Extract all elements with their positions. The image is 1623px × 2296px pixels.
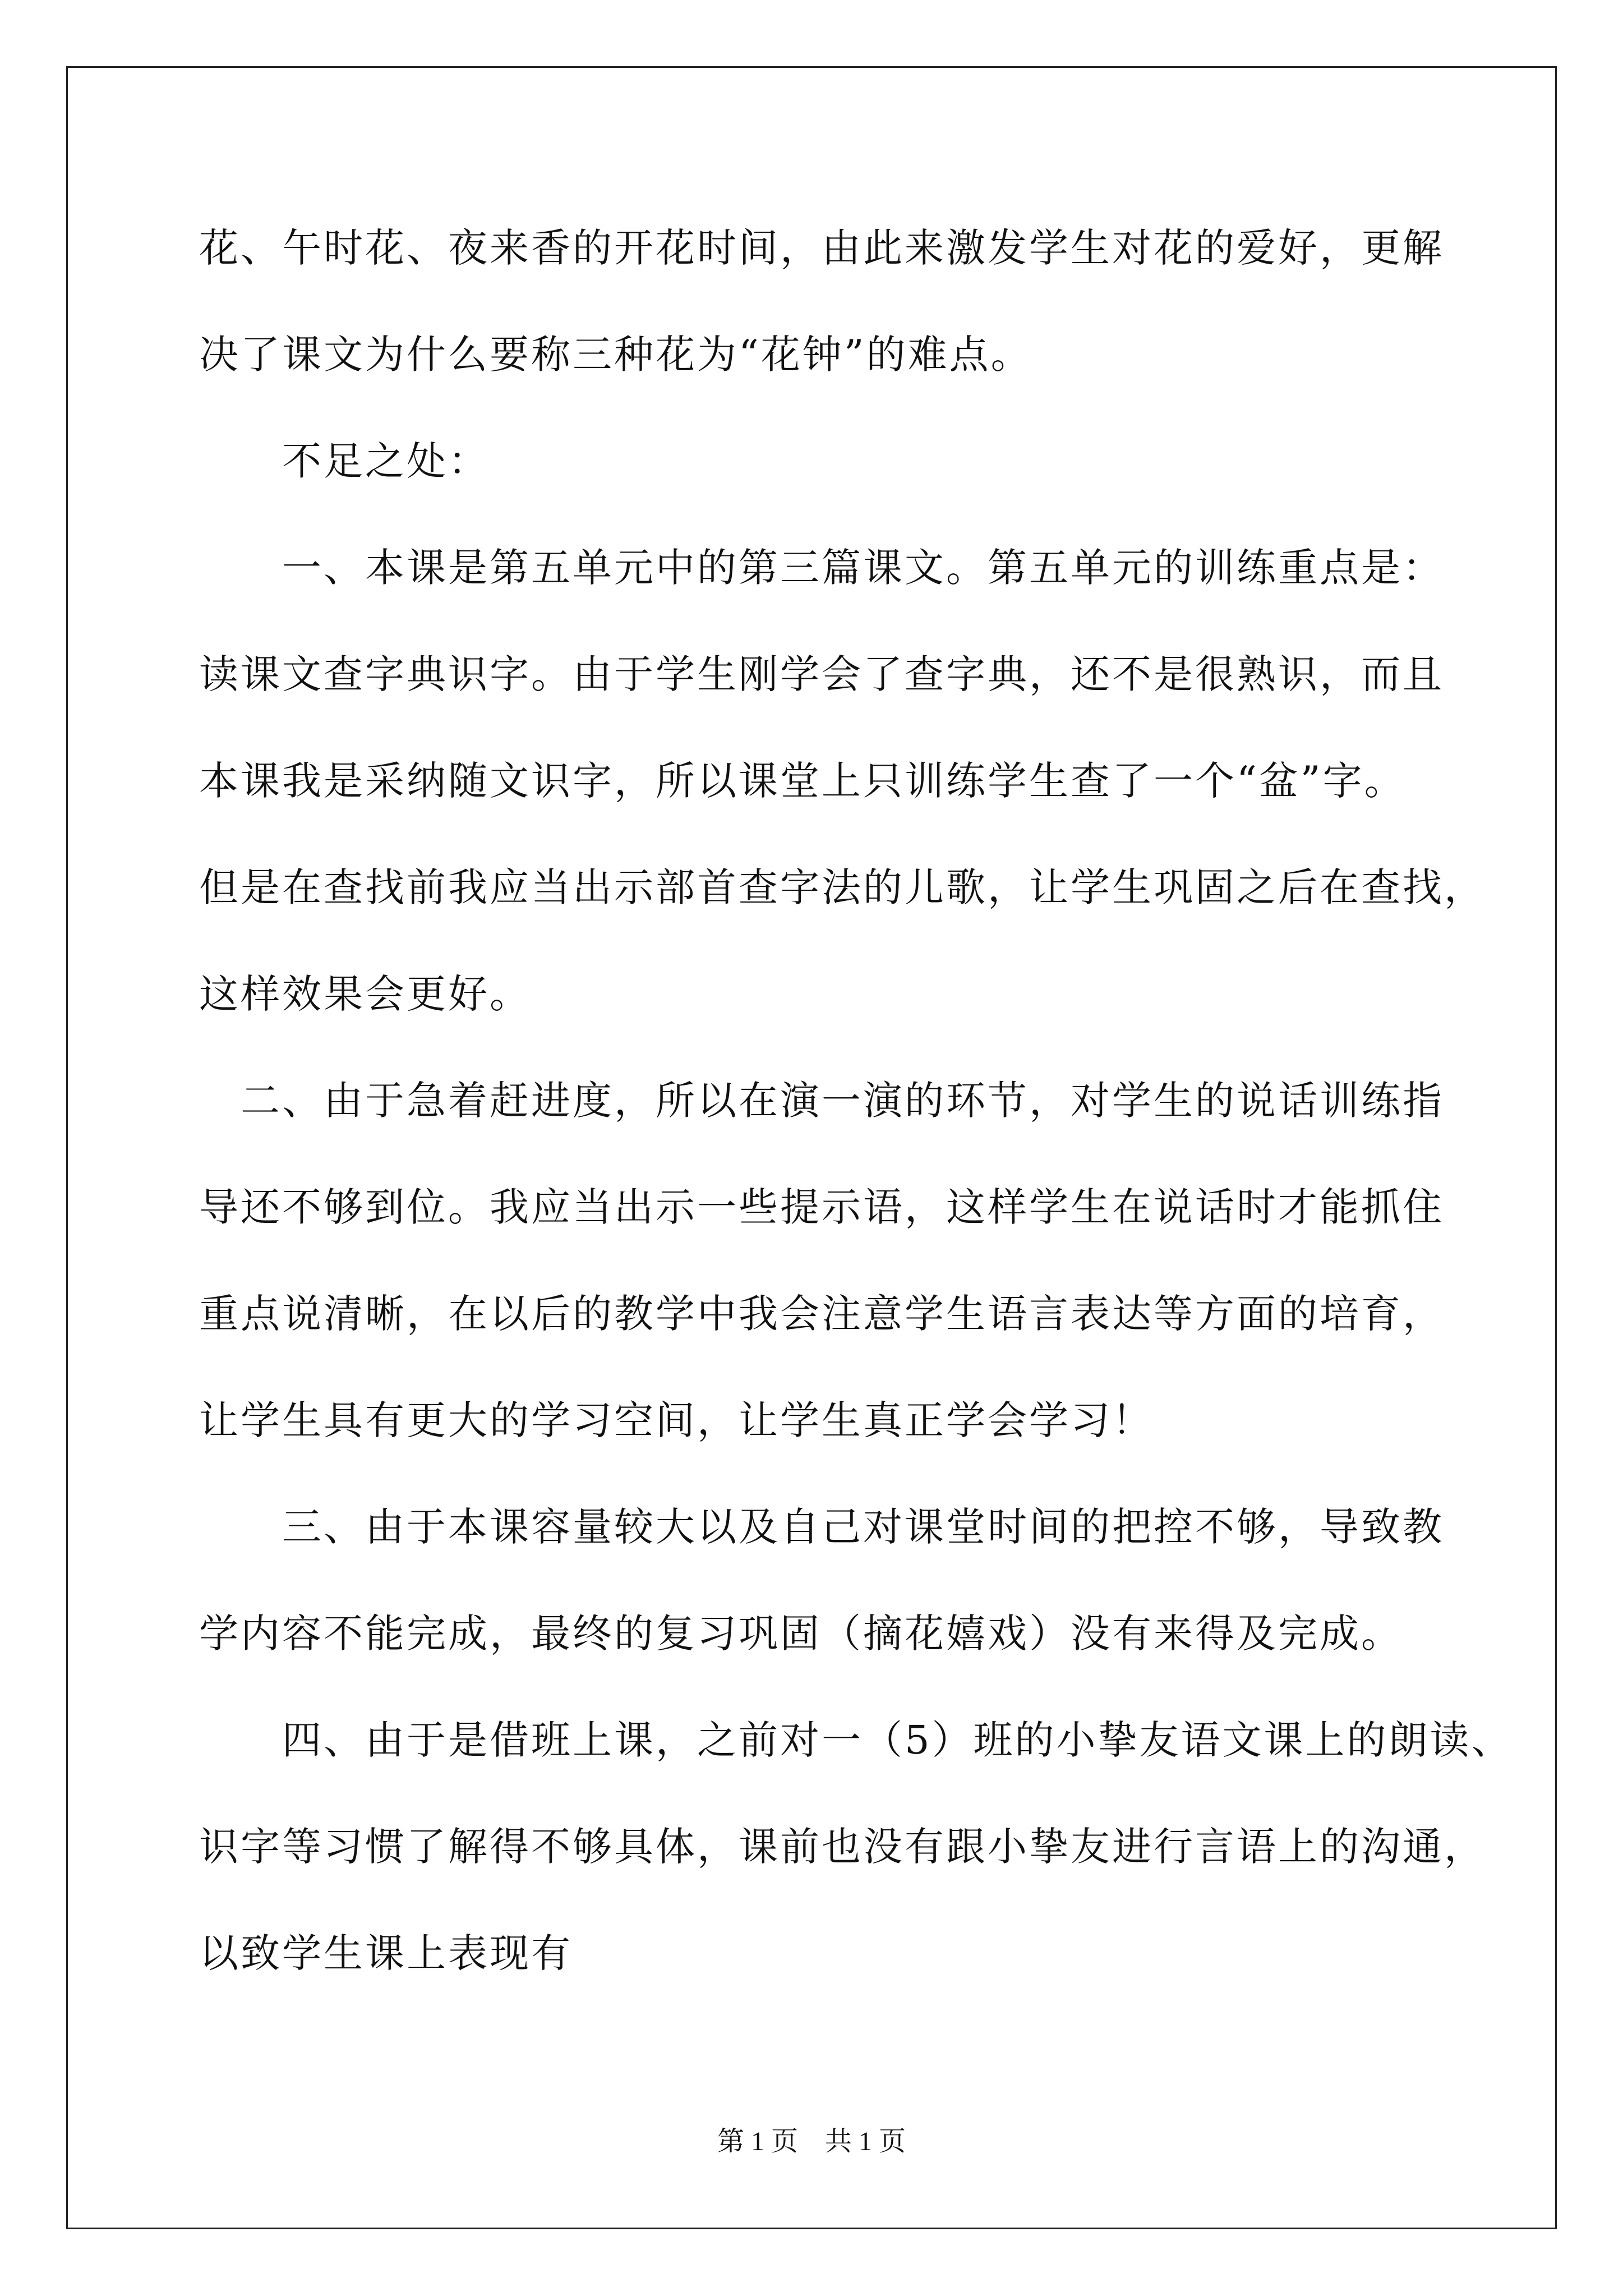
paragraph-line: 本课我是采纳随文识字，所以课堂上只训练学生查了一个“盆”字。 [199, 758, 1406, 804]
paragraph-line: 导还不够到位。我应当出示一些提示语，这样学生在说话时才能抓住 [199, 1184, 1444, 1230]
paragraph-line: 识字等习惯了解得不够具体，课前也没有跟小挚友进行言语上的沟通， [199, 1824, 1486, 1870]
paragraph-line: 学内容不能完成，最终的复习巩固（摘花嬉戏）没有来得及完成。 [199, 1611, 1403, 1657]
page-border [66, 66, 1557, 2229]
section-heading: 不足之处： [199, 438, 490, 484]
paragraph-line: 一、本课是第五单元中的第三篇课文。第五单元的训练重点是： [199, 545, 1444, 591]
paragraph-line: 重点说清晰，在以后的教学中我会注意学生语言表达等方面的培育， [199, 1291, 1444, 1337]
paragraph-line: 决了课文为什么要称三种花为“花钟”的难点。 [199, 332, 1032, 378]
paragraph-line: 读课文查字典识字。由于学生刚学会了查字典，还不是很熟识，而且 [199, 651, 1444, 697]
paragraph-line: 让学生具有更大的学习空间，让学生真正学会学习！ [199, 1397, 1154, 1443]
paragraph-line: 四、由于是借班上课，之前对一（5）班的小挚友语文课上的朗读、 [199, 1717, 1513, 1763]
paragraph-line: 二、由于急着赶进度，所以在演一演的环节，对学生的说话训练指 [199, 1078, 1444, 1124]
paragraph-line: 这样效果会更好。 [199, 971, 531, 1017]
paragraph-line: 三、由于本课容量较大以及自己对课堂时间的把控不够，导致教 [199, 1504, 1444, 1550]
paragraph-line: 花、午时花、夜来香的开花时间，由此来激发学生对花的爱好，更解 [199, 225, 1444, 271]
paragraph-line: 以致学生课上表现有 [199, 1930, 573, 1976]
paragraph-line: 但是在查找前我应当出示部首查字法的儿歌，让学生巩固之后在查找， [199, 864, 1486, 910]
page-number-footer: 第 1 页 共 1 页 [717, 2127, 906, 2156]
